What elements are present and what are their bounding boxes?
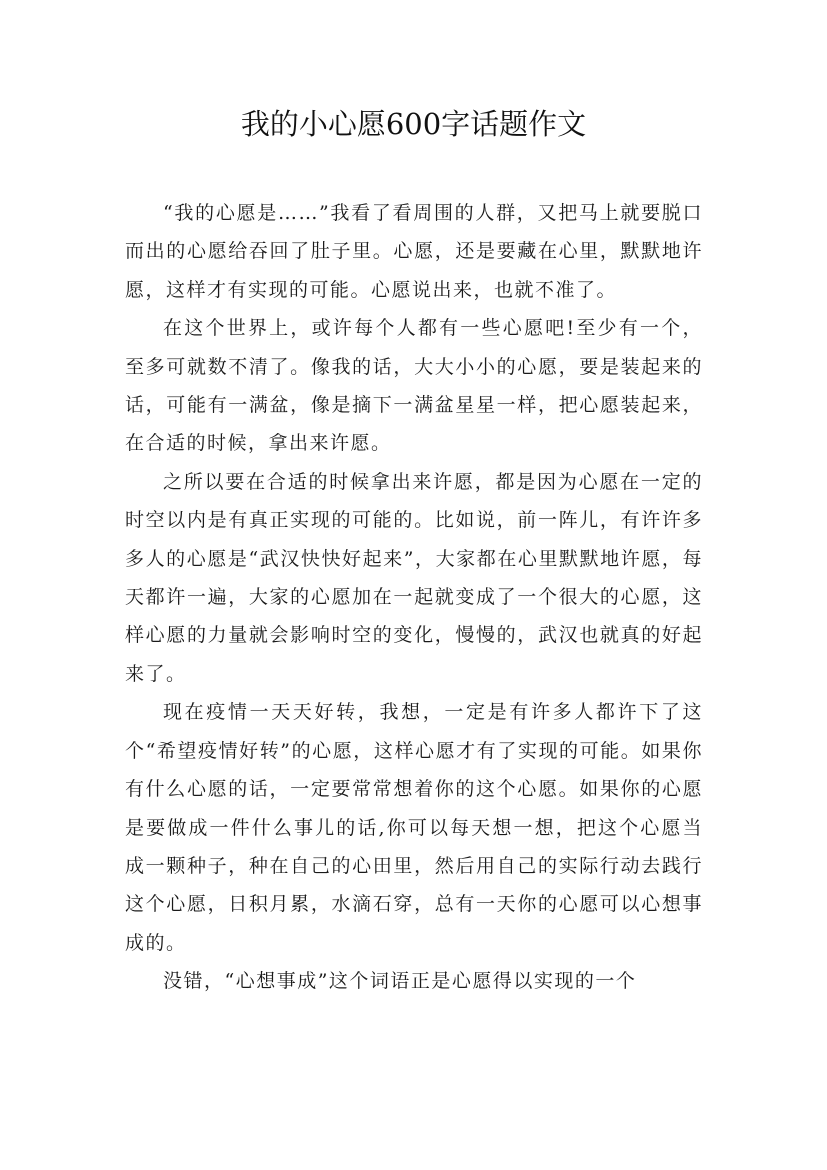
paragraph-5: 没错，“心想事成”这个词语正是心愿得以实现的一个 bbox=[163, 970, 637, 993]
document-body bbox=[125, 194, 703, 1001]
document-title: 我的小心愿600字话题作文 bbox=[240, 107, 587, 141]
paragraph-1: “我的心愿是……”我看了看周围的人群，又把马上就要脱口而出的心愿给吞回了肚子里。心愿，还是要藏在心里，默默地许愿，这样才有实现的可能。心愿说出来，也就不准了。 bbox=[125, 202, 703, 301]
paragraph-2: 在这个世界上，或许每个人都有一些心愿吧!至少有一个，至多可就数不清了。像我的话，大大小小的心愿，要是装起来的话，可能有一满盆，像是摘下一满盆星星一样，把心愿装起来，在合适的时候，拿出来许愿。 bbox=[125, 317, 703, 455]
paragraph-4: 现在疫情一天天好转，我想，一定是有许多人都许下了这个“希望疫情好转”的心愿，这样心愿才有了实现的可能。如果你有什么心愿的话，一定要常常想着你的这个心愿。如果你的心愿是要做成一件什么事儿的话,你可以每天想一想，把这个心愿当成一颗种子，种在自己的心田里，然后用自己的实际行动去践行这个心愿，日积月累，水滴石穿，总有一天你的心愿可以心想事成的。 bbox=[125, 701, 703, 954]
paragraph-3: 之所以要在合适的时候拿出来许愿，都是因为心愿在一定的时空以内是有真正实现的可能的。比如说，前一阵儿，有许许多多人的心愿是“武汉快快好起来”，大家都在心里默默地许愿，每天都许一遍，大家的心愿加在一起就变成了一个很大的心愿，这样心愿的力量就会影响时空的变化，慢慢的，武汉也就真的好起来了。 bbox=[125, 470, 703, 685]
